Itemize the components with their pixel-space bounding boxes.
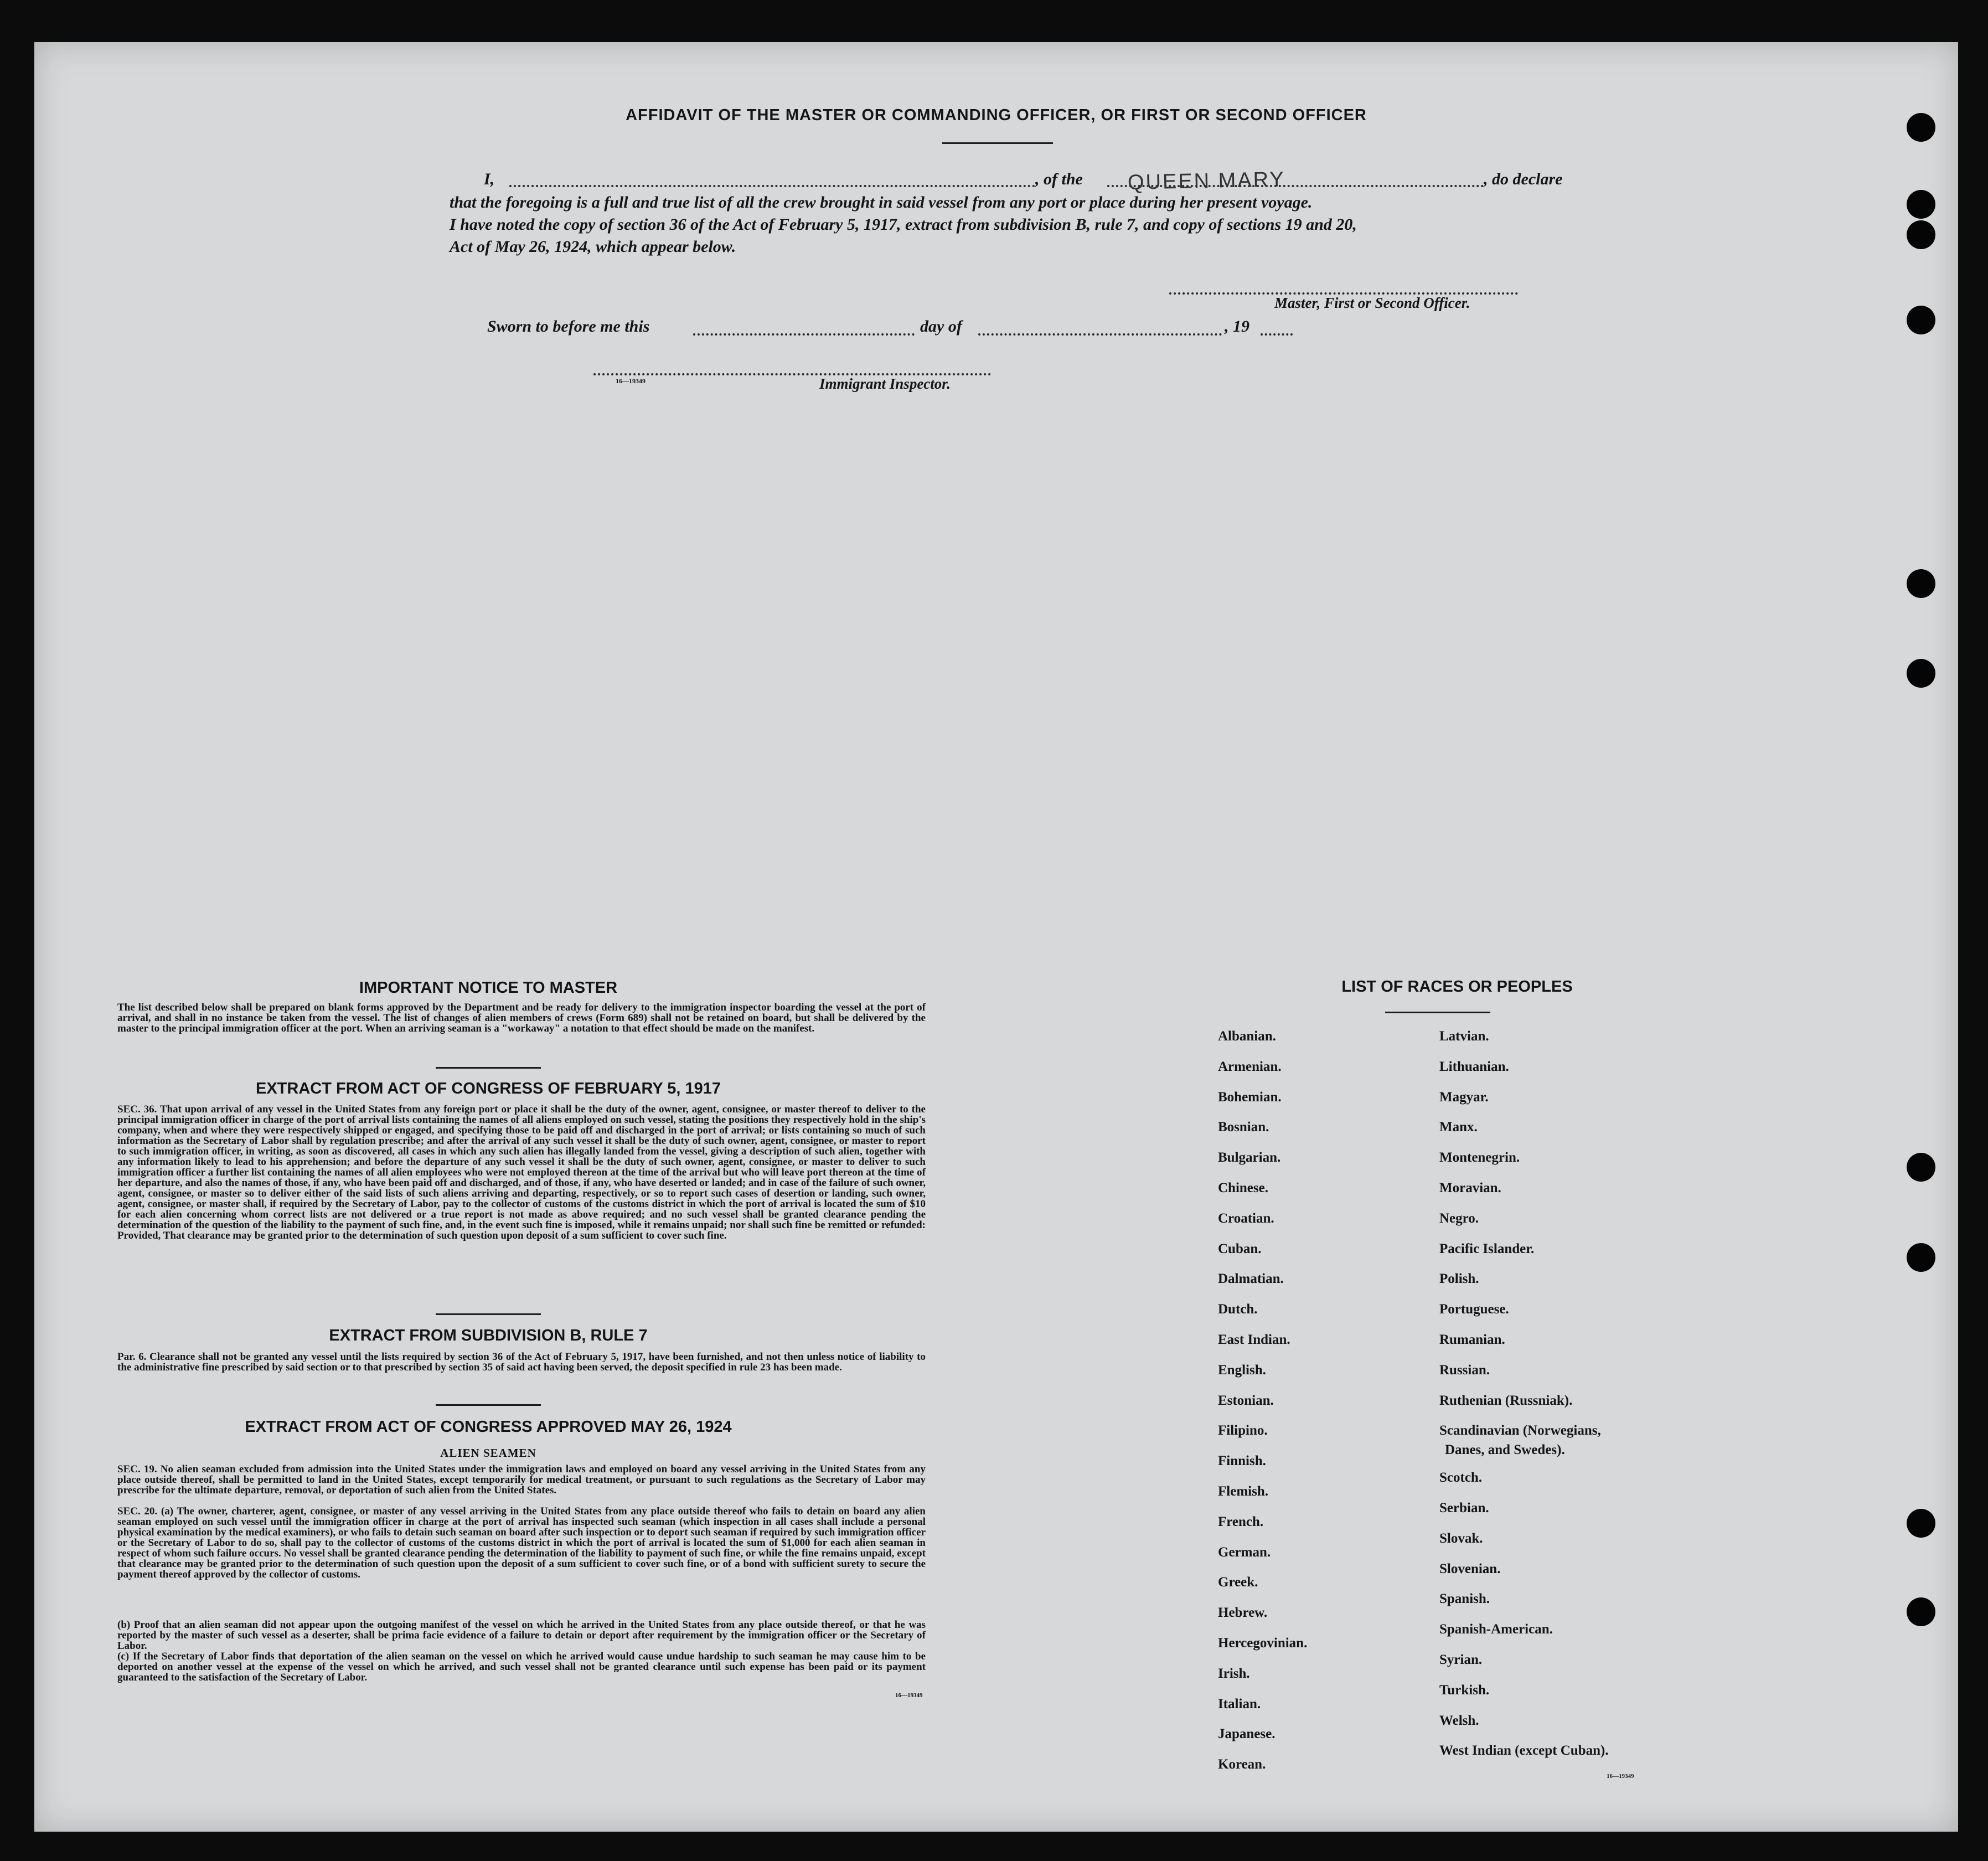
race-item: Croatian. (1218, 1210, 1274, 1226)
do-declare-label: , do declare (1484, 170, 1563, 188)
race-item: Syrian. (1439, 1652, 1483, 1667)
race-item: German. (1218, 1544, 1271, 1560)
declaration-line-2: that the foregoing is a full and true list of all the crew brought in said vessel from any port or place during her present voyage. (450, 193, 1313, 212)
binder-hole (1907, 1509, 1935, 1538)
race-item: Cuban. (1218, 1241, 1262, 1256)
race-item: Slovenian. (1439, 1561, 1501, 1576)
race-item: Spanish. (1439, 1591, 1490, 1607)
race-item: Hercegovinian. (1218, 1636, 1308, 1651)
race-item: Pacific Islander. (1439, 1241, 1535, 1256)
divider (436, 1313, 541, 1315)
inspector-label: Immigrant Inspector. (819, 375, 951, 392)
binder-hole (1907, 659, 1935, 688)
race-item: Slovak. (1439, 1530, 1483, 1546)
race-item: Flemish. (1218, 1484, 1268, 1499)
notice-column (34, 42, 942, 1832)
day-of-label: day of (920, 317, 962, 336)
race-item: Hebrew. (1218, 1605, 1268, 1621)
races-title: LIST OF RACES OR PEOPLES (1341, 978, 1573, 996)
race-item: Russian. (1439, 1362, 1490, 1378)
divider (436, 1404, 541, 1406)
vessel-name-stamp: QUEEN MARY (1127, 168, 1286, 194)
extract-rule7-text: Par. 6. Clearance shall not be granted any vessel until the lists required by section 36 of the Act of February 5, 1917, have been furnished, and not then unless notice of liability to the administrative fine prescribed by said section or to that prescribed by section 35 of said act having been served, the deposit specified in rule 23 has been made. (117, 1351, 926, 1373)
race-item: Bohemian. (1218, 1089, 1282, 1105)
race-item: Magyar. (1439, 1089, 1489, 1105)
race-item: Filipino. (1218, 1423, 1268, 1439)
race-item: Latvian. (1439, 1029, 1489, 1044)
race-item: Scotch. (1439, 1470, 1483, 1486)
race-item: East Indian. (1218, 1332, 1290, 1347)
extract-1917-title: EXTRACT FROM ACT OF CONGRESS OF FEBRUARY 5, 1917 (255, 1080, 721, 1097)
extract-1924-subtitle: ALIEN SEAMEN (440, 1446, 536, 1460)
race-item: Armenian. (1218, 1059, 1282, 1074)
race-item: French. (1218, 1514, 1264, 1529)
race-item: English. (1218, 1362, 1266, 1378)
race-item: Turkish. (1439, 1682, 1490, 1698)
race-item: Japanese. (1218, 1726, 1276, 1742)
race-item: Korean. (1218, 1757, 1266, 1772)
race-item: Moravian. (1439, 1180, 1501, 1195)
divider (436, 1067, 541, 1069)
form-number: 16—19349 (1607, 1773, 1634, 1780)
binder-hole (1907, 190, 1935, 219)
extract-1924-sec20b: (b) Proof that an alien seaman did not appear upon the outgoing manifest of the vessel on which he arrived in the United States from any place outside thereof, or that he was reported by the master of such vessel as a deserter, shall be prima facie evidence of a failure to detain or deport after requirement by the immigration officer or the Secretary of Labor. (117, 1619, 926, 1652)
year-label: , 19 (1225, 317, 1249, 336)
binder-hole (1907, 113, 1935, 142)
race-item: Dalmatian. (1218, 1271, 1284, 1287)
race-item: Finnish. (1218, 1453, 1266, 1469)
race-item: Irish. (1218, 1666, 1250, 1681)
form-number: 16—19349 (895, 1692, 923, 1699)
race-item: Manx. (1439, 1120, 1478, 1135)
binder-hole (1907, 1243, 1935, 1272)
race-item: Greek. (1218, 1575, 1258, 1590)
year-blank (1261, 333, 1293, 336)
form-number: 16—19349 (616, 377, 646, 385)
race-item: Ruthenian (Russniak). (1439, 1393, 1573, 1408)
extract-1924-title: EXTRACT FROM ACT OF CONGRESS APPROVED MAY 26, 1924 (245, 1418, 732, 1436)
race-item: Albanian. (1218, 1029, 1276, 1044)
binder-hole (1907, 569, 1935, 598)
race-item: Serbian. (1439, 1501, 1489, 1515)
notice-text: The list described below shall be prepared on blank forms approved by the Department and be ready for delivery to the immigration inspector boarding the vessel at the port of arrival, and shall in no instance be taken from the vessel. The list of changes of alien members of crews (Form 689) shall not be retained on board, but shall be delivered by the master to the principal immigration officer at the port. When an arriving seaman is a "workaway" a notation to that effect should be made on the manifest. (117, 1002, 926, 1034)
race-item: Negro. (1439, 1210, 1479, 1226)
sworn-month-blank (978, 333, 1222, 336)
extract-rule7-title: EXTRACT FROM SUBDIVISION B, RULE 7 (329, 1327, 648, 1344)
race-item: Rumanian. (1439, 1332, 1505, 1347)
binder-hole (1907, 1153, 1935, 1182)
extract-1917-text: SEC. 36. That upon arrival of any vessel in the United States from any foreign port or place it shall be the duty of the owner, agent, consignee, or master thereof to deliver to the principal immigration officer in charge of the port of arrival lists containing the names of all aliens employed on such vessel, stating the positions they respectively hold in the ship's company, when and where they were respectively shipped or engaged, and specifying those to be paid off and discharged in the port of arrival; or lists containing so much of such information as the Secretary of Labor shall by regulation prescribe; and after the arrival of any such vessel it shall be the duty of such owner, agent, consignee, or master to report to such immigration officer, in writing, as soon as discovered, all cases in which any such alien has illegally landed from the vessel, giving a description of such alien, together with any information likely to lead to his apprehension; and before the departure of any such vessel it shall be the duty of such owner, agent, consignee, or master to deliver to such immigration officer a further list containing the names of all alien employees who were not employed thereon at the time of the arrival but who will leave port thereon at the time of her departure, and also the names of those, if any, who have been paid off and discharged, and of those, if any, who have deserted or landed; and in case of the failure of such owner, agent, consignee, or master so to deliver either of the said lists of such aliens arriving and departing, respectively, or so to report such cases of desertion or landing, such owner, agent, consignee, or master shall, if required by the Secretary of Labor, pay to the collector of customs of the customs district in which the port of arrival is located the sum of $10 for each alien concerning whom correct lists are not delivered or a true report is not made as above required; and no such vessel shall be granted clearance pending the determination of the question of the liability to the payment of such fine, and, in the event such fine is imposed, while it remains unpaid; nor shall such fine be remitted or refunded: Provided, That clearance may be granted prior to the determination of such question upon deposit of a sum sufficient to cover such fine. (117, 1104, 926, 1241)
binder-hole (1907, 306, 1935, 334)
race-item: Bosnian. (1218, 1120, 1269, 1135)
extract-1924-sec19: SEC. 19. No alien seaman excluded from admission into the United States under the immigration laws and employed on board any vessel arriving in the United States from any place outside thereof, shall be permitted to land in the United States, except temporarily for medical treatment, or pursuant to such regulations as the Secretary of Labor may prescribe for the ultimate departure, removal, or deportation of such alien from the United States. (117, 1463, 926, 1496)
race-item-continuation: Danes, and Swedes). (1445, 1442, 1565, 1457)
document-sheet (34, 42, 1958, 1832)
extract-1924-sec20a: SEC. 20. (a) The owner, charterer, agent, consignee, or master of any vessel arriving in the United States from any place outside thereof who fails to detain on board any alien seaman employed on such vessel until the immigration officer in charge at the port of arrival has inspected such seaman (which inspection in all cases shall include a personal physical examination by the medical examiners), or who fails to detain such seaman on board after such inspection or to deport such seaman if required by such immigration officer or the Secretary of Labor to do so, shall pay to the collector of customs of the customs district in which the port of arrival is located the sum of $1,000 for each alien seaman in respect of whom such failure occurs. No vessel shall be granted clearance pending the determination of the liability to payment of such fine, or while the fine remains unpaid, except that clearance may be granted prior to the determination of such question upon the deposit of a sum sufficient to cover such fine, or of a bond with sufficient surety to secure the payment thereof approved by the collector of customs. (117, 1506, 926, 1580)
title-underline (942, 142, 1053, 144)
declaration-line-3: I have noted the copy of section 36 of the Act of February 5, 1917, extract from subdivision B, rule 7, and copy of sections 19 and 20, (450, 215, 1357, 234)
binder-hole (1907, 1597, 1935, 1626)
declaration-line-4: Act of May 26, 1924, which appear below. (450, 238, 736, 256)
race-item: Dutch. (1218, 1302, 1258, 1317)
master-signature-label: Master, First or Second Officer. (1274, 295, 1470, 311)
races-divider (1385, 1012, 1490, 1013)
race-item: Bulgarian. (1218, 1150, 1281, 1166)
race-item: Chinese. (1218, 1180, 1268, 1195)
binder-hole (1907, 220, 1935, 249)
race-item: Montenegrin. (1439, 1150, 1520, 1166)
race-item: Polish. (1439, 1271, 1479, 1287)
of-the-label: , of the (1035, 170, 1083, 188)
race-item: Welsh. (1439, 1713, 1479, 1728)
race-item: Lithuanian. (1439, 1059, 1509, 1074)
declaration-prefix: I, (484, 170, 495, 188)
race-item: Scandinavian (Norwegians, (1439, 1423, 1601, 1439)
notice-title: IMPORTANT NOTICE TO MASTER (359, 979, 618, 997)
race-item: Estonian. (1218, 1393, 1274, 1408)
race-item: West Indian (except Cuban). (1439, 1743, 1609, 1759)
affidavit-title: AFFIDAVIT OF THE MASTER OR COMMANDING OFFICER, OR FIRST OR SECOND OFFICER (626, 106, 1367, 124)
race-item: Spanish-American. (1439, 1622, 1553, 1637)
race-item: Portuguese. (1439, 1302, 1509, 1317)
extract-1924-sec20c: (c) If the Secretary of Labor finds that deportation of the alien seaman on the vessel on which he arrived would cause undue hardship to such seaman he may cause him to be deported on another vessel at the expense of the vessel on which he arrived, and such vessel shall not be granted clearance until such expense has been paid or its payment guaranteed to the satisfaction of the Secretary of Labor. (117, 1651, 926, 1683)
sworn-label: Sworn to before me this (487, 317, 650, 336)
race-item: Italian. (1218, 1696, 1261, 1711)
